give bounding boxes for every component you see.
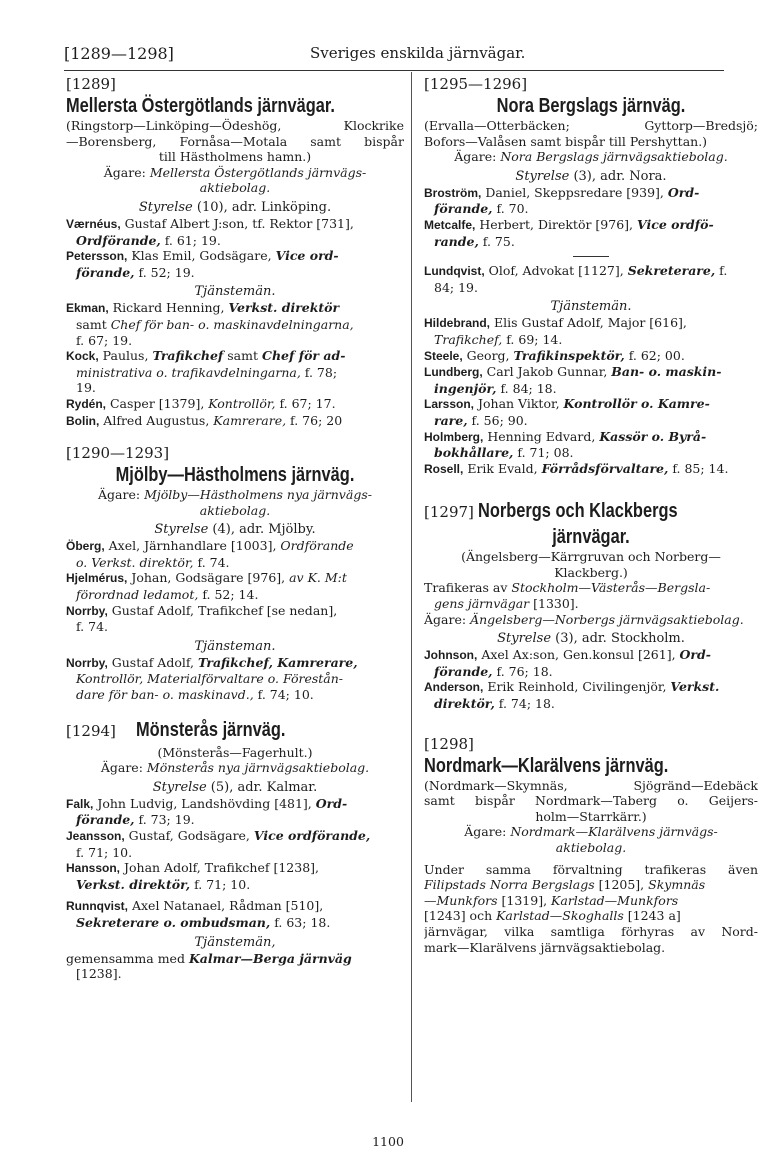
section-title: Norbergs och Klackbergs	[477, 500, 678, 523]
entry-line: Holmberg, Henning Edvard, Kassör o. Byrå-	[424, 428, 707, 444]
section-title: Mjölby—Hästholmens järnväg.	[115, 464, 355, 487]
section-1297	[424, 499, 758, 711]
entry-line: f. 71; 10.	[76, 844, 133, 860]
entry-line: förande, f. 52; 19.	[76, 264, 195, 280]
section-title: Mellersta Östergötlands järnvägar.	[66, 95, 335, 117]
route-line: Bofors—Valåsen samt bispår till Pershyttan.)	[424, 133, 708, 149]
staff-heading: Tjänstemän.	[550, 299, 632, 315]
staff-list	[66, 951, 404, 982]
entry-line: [1238].	[76, 966, 122, 982]
spacer	[66, 703, 404, 717]
entry-number: [1290—1293]	[66, 444, 170, 463]
note-line: —Munkfors [1319], Karlstad—Munkfors	[424, 892, 679, 908]
route-line: (Ängelsberg—Kärrgruvan och Norberg—	[461, 549, 721, 565]
entry-line: Verkst. direktör, f. 71; 10.	[76, 876, 251, 892]
section-title: Mönsterås järnväg.	[135, 718, 286, 741]
entry-line: dare för ban- o. maskinavd., f. 74; 10.	[76, 687, 314, 703]
header-entry-range: [1289—1298]	[64, 44, 174, 63]
route-line: Klackberg.)	[554, 564, 628, 580]
extra-list	[424, 263, 758, 295]
owner-line: aktiebolag.	[199, 180, 271, 196]
entry-line: rande, f. 75.	[434, 233, 515, 249]
board-heading: Styrelse (4), adr. Mjölby.	[154, 522, 316, 538]
entry-line: samt Chef för ban- o. maskinavdelningarna,	[76, 316, 354, 332]
route-line: —Borensberg, Fornåsa—Motala samt bispår	[66, 133, 404, 149]
owner-line: aktiebolag.	[199, 502, 271, 518]
entry-line: Sekreterare o. ombudsman, f. 63; 18.	[76, 914, 331, 930]
section-1295	[424, 74, 758, 477]
section-heading-row	[66, 717, 404, 745]
entry-line: Rydén, Casper [1379], Kontrollör, f. 67; 17.	[66, 395, 336, 411]
owner-line: Ägare: Mjölby—Hästholmens nya järnvägs-	[98, 487, 372, 503]
entry-line: Falk, John Ludvig, Landshövding [481], Ord-	[66, 795, 348, 811]
staff-list	[424, 315, 758, 477]
section-heading-row	[424, 499, 758, 525]
note-line: Under samma förvaltning trafikeras även	[424, 861, 758, 877]
staff-heading: Tjänsteman.	[194, 638, 276, 654]
entry-line: Petersson, Klas Emil, Godsägare, Vice ord-	[66, 248, 339, 264]
owner-line: aktiebolag.	[555, 840, 627, 855]
owner-line: Ägare: Ängelsberg—Norbergs järnvägsaktiebolag.	[424, 611, 744, 627]
traffic-line: gens järnvägar [1330].	[434, 596, 579, 612]
entry-line: Hjelmérus, Johan, Godsägare [976], av K. M:t	[66, 570, 347, 586]
section-title: Nora Bergslags järnväg.	[496, 95, 686, 117]
entry-line: Rosell, Erik Evald, Förrådsförvaltare, f. 85; 14.	[424, 460, 729, 476]
section-title-continued: järnvägar.	[552, 526, 630, 549]
running-header	[64, 44, 724, 68]
route-line: holm—Starrkärr.)	[535, 808, 647, 824]
entry-number: [1298]	[424, 734, 474, 753]
board-list	[66, 216, 404, 280]
entry-line: direktör, f. 74; 18.	[434, 696, 555, 712]
entry-line: Lundqvist, Olof, Advokat [1127], Sekreterare, f.	[424, 263, 728, 279]
entry-line: Ekman, Rickard Henning, Verkst. direktör	[66, 300, 340, 316]
entry-line: Norrby, Gustaf Adolf, Trafikchef, Kamrerare,	[66, 654, 358, 670]
route-line: (Ervalla—Otterbäcken; Gyttorp—Bredsjö;	[424, 118, 758, 133]
entry-line: 84; 19.	[434, 279, 478, 295]
board-list	[66, 796, 404, 893]
entry-line: Bolin, Alfred Augustus, Kamrerare, f. 76; 20	[66, 412, 343, 428]
staff-heading: Tjänstemän,	[194, 934, 276, 950]
route-line: samt bispår Nordmark—Taberg o. Geijers-	[424, 793, 758, 809]
staff-list	[66, 300, 404, 429]
entry-line: Norrby, Gustaf Adolf, Trafikchef [se nedan],	[66, 602, 338, 618]
owner-line: Ägare: Mellersta Östergötlands järnvägs-	[103, 164, 367, 180]
section-1298	[424, 734, 758, 956]
board-heading: Styrelse (3), adr. Nora.	[515, 168, 667, 184]
board-list	[424, 185, 758, 249]
entry-line: Johnson, Axel Ax:son, Gen.konsul [261], Ord-	[424, 647, 711, 663]
entry-line: o. Verkst. direktör, f. 74.	[76, 554, 230, 570]
right-column	[424, 74, 758, 955]
staff-list	[66, 655, 404, 703]
separator-rule	[573, 256, 609, 257]
entry-line: Ordförande, f. 61; 19.	[76, 232, 221, 248]
route-line: (Mönsterås—Fagerhult.)	[157, 744, 313, 760]
entry-line: Hansson, Johan Adolf, Trafikchef [1238],	[66, 860, 319, 876]
note-line: järnvägar, vilka samtliga förhyras av Nord-	[424, 923, 758, 939]
entry-number: [1289]	[66, 75, 116, 93]
entry-number: [1297]	[424, 503, 474, 522]
board-heading: Styrelse (5), adr. Kalmar.	[152, 779, 318, 795]
route-line: till Hästholmens hamn.)	[158, 149, 312, 165]
entry-line: Metcalfe, Herbert, Direktör [976], Vice ordfö-	[424, 216, 714, 232]
owner-line: Ägare: Nora Bergslags järnvägsaktiebolag.	[454, 149, 728, 165]
board-heading: Styrelse (10), adr. Linköping.	[138, 199, 332, 215]
board-heading: Styrelse (3), adr. Stockholm.	[497, 631, 685, 647]
header-title: Sveriges enskilda järnvägar.	[310, 44, 526, 62]
entry-line: förordnad ledamot, f. 52; 14.	[76, 587, 259, 603]
entry-line: f. 74.	[76, 619, 109, 635]
entry-line: förande, f. 76; 18.	[434, 663, 553, 679]
entry-line: Kontrollör, Materialförvaltare o. Förestån-	[76, 671, 344, 687]
note-line: mark—Klarälvens järnvägsaktiebolag.	[424, 939, 666, 955]
section-1294	[66, 717, 404, 982]
entry-line: Steele, Georg, Trafikinspektör, f. 62; 00.	[424, 347, 685, 363]
entry-line: f. 67; 19.	[76, 332, 133, 348]
page-number: 1100	[372, 1134, 404, 1149]
section-1290	[66, 443, 404, 703]
note-line: [1243] och Karlstad—Skoghalls [1243 a]	[424, 908, 681, 924]
entry-line: Larsson, Johan Viktor, Kontrollör o. Kamre-	[424, 396, 710, 412]
entry-line: bokhållare, f. 71; 08.	[434, 445, 574, 461]
entry-line: förande, f. 70.	[434, 201, 529, 217]
route-line: (Ringstorp—Linköping—Ödeshög, Klockrike	[66, 118, 404, 133]
entry-line: ministrativa o. trafikavdelningarna, f. 78;	[76, 364, 338, 380]
entry-line: Hildebrand, Elis Gustaf Adolf, Major [616],	[424, 315, 687, 331]
owner-line: Ägare: Nordmark—Klarälvens järnvägs-	[464, 824, 718, 840]
entry-line: Værnéus, Gustaf Albert J:son, tf. Rektor [731],	[66, 215, 354, 231]
entry-line: Broström, Daniel, Skeppsredare [939], Ord-	[424, 184, 700, 200]
spacer	[424, 712, 758, 734]
entry-line: 19.	[76, 380, 96, 396]
entry-line: Lundberg, Carl Jakob Gunnar, Ban- o. maskin-	[424, 364, 722, 380]
staff-heading: Tjänstemän.	[194, 284, 276, 300]
extra-list	[66, 898, 404, 930]
entry-line: Anderson, Erik Reinhold, Civilingenjör, Verkst.	[424, 679, 720, 695]
entry-line: ingenjör, f. 84; 18.	[434, 380, 557, 396]
board-list	[424, 647, 758, 711]
entry-line: Kock, Paulus, Trafikchef samt Chef för ad-	[66, 348, 346, 364]
entry-line: rare, f. 56; 90.	[434, 412, 528, 428]
column-divider	[411, 72, 412, 1102]
entry-line: Öberg, Axel, Järnhandlare [1003], Ordförande	[66, 538, 354, 554]
note-paragraph	[424, 862, 758, 956]
entry-line: Trafikchef, f. 69; 14.	[434, 331, 563, 347]
route-line: (Nordmark—Skymnäs, Sjögränd—Edebäck	[424, 777, 758, 793]
entry-line: Jeansson, Gustaf, Godsägare, Vice ordförande,	[66, 828, 371, 843]
note-line: Filipstads Norra Bergslags [1205], Skymnäs	[424, 877, 706, 893]
entry-number: [1295—1296]	[424, 75, 528, 93]
entry-number: [1294]	[66, 721, 116, 740]
entry-line: Runnqvist, Axel Natanael, Rådman [510],	[66, 898, 324, 914]
section-1289	[66, 74, 404, 429]
entry-line: gemensamma med Kalmar—Berga järnväg	[66, 950, 352, 966]
board-list	[66, 538, 404, 635]
section-title: Nordmark—Klarälvens järnväg.	[424, 754, 669, 777]
traffic-line: Trafikeras av Stockholm—Västerås—Bergsla-	[424, 580, 711, 596]
owner-line: Ägare: Mönsterås nya järnvägsaktiebolag.	[100, 760, 370, 776]
left-column	[66, 74, 404, 982]
header-rule	[64, 70, 724, 71]
spacer	[424, 477, 758, 499]
spacer	[66, 429, 404, 443]
entry-line: förande, f. 73; 19.	[76, 812, 195, 828]
